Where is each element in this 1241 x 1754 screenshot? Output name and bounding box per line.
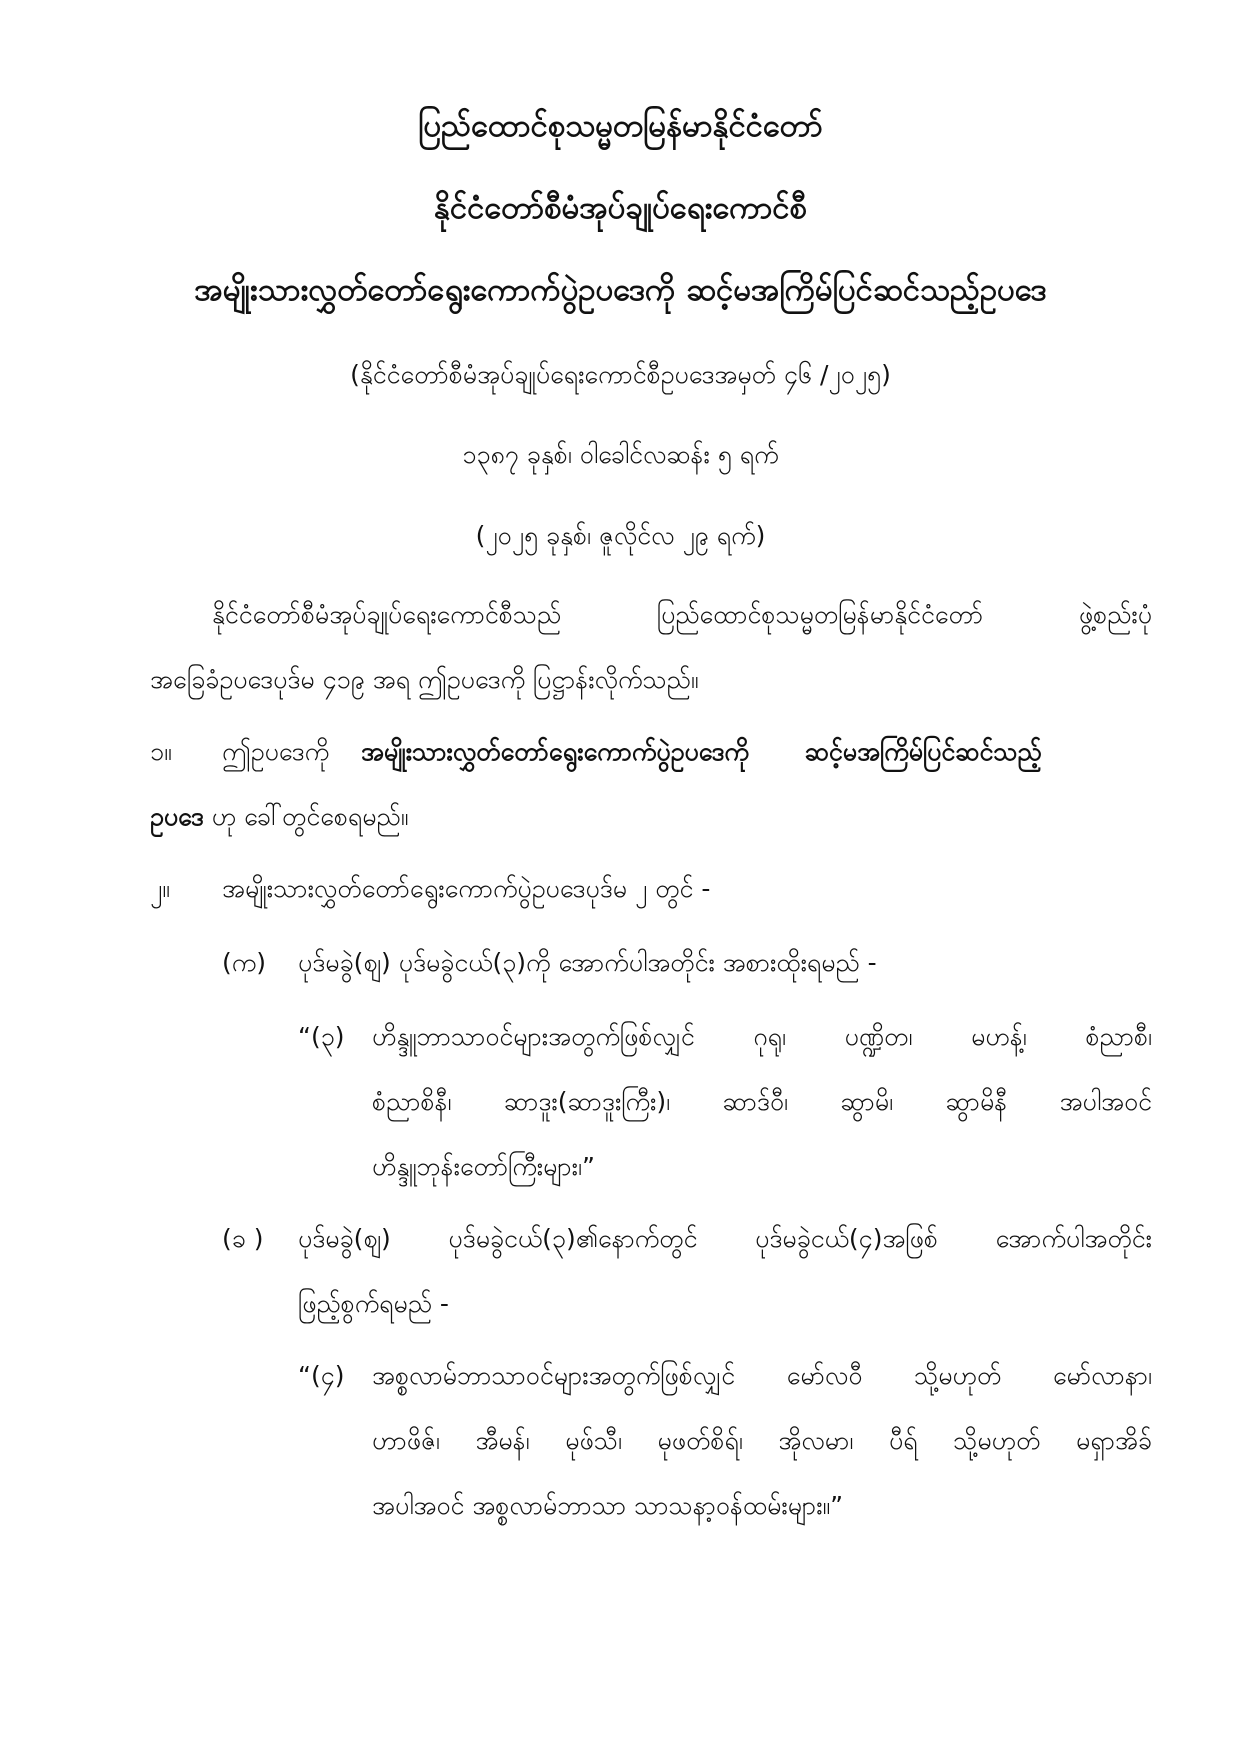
section-1-line-2 bbox=[150, 802, 408, 832]
section-1-number: ၁။ bbox=[150, 737, 172, 766]
country-title: ပြည်ထောင်စုသမ္မတမြန်မာနိုင်ငံတော် bbox=[418, 108, 823, 144]
preamble-line-1: နိုင်ငံတော်စီမံအုပ်ချုပ်ရေးကောင်စီသည် ပြည်ထောင်စုသမ္မတမြန်မာနိုင်ငံတော် ဖွဲ့စည်းပုံ bbox=[212, 600, 1152, 629]
section-1-outro: ဟု ခေါ်တွင်စေရမည်။ bbox=[203, 802, 409, 831]
item-a-text: ပုဒ်မခွဲ(ဈ) ပုဒ်မခွဲငယ်(၃)ကို အောက်ပါအတိုင်း အစားထိုးရမည် - bbox=[298, 948, 877, 977]
gregorian-date: (၂၀၂၅ ခုနှစ်၊ ဇူလိုင်လ ၂၉ ရက်) bbox=[475, 521, 766, 550]
council-title: နိုင်ငံတော်စီမံအုပ်ချုပ်ရေးကောင်စီ bbox=[434, 190, 807, 226]
item-b-label: (ခ ) bbox=[222, 1224, 264, 1253]
item-b-text-line-2: ဖြည့်စွက်ရမည် - bbox=[298, 1289, 449, 1318]
item-b-quote-label: “(၄) bbox=[298, 1361, 345, 1390]
section-1-intro: ဤဥပဒေကို bbox=[222, 737, 330, 766]
item-b-text-line-1: ပုဒ်မခွဲ(ဈ) ပုဒ်မခွဲငယ်(၃)၏နောက်တွင် ပုဒ်မခွဲငယ်(၄)အဖြစ် အောက်ပါအတိုင်း bbox=[298, 1224, 1152, 1253]
section-1-line-1 bbox=[222, 737, 1152, 767]
item-a-quote-line-3: ဟိန္ဒူဘုန်းတော်ကြီးများ၊” bbox=[372, 1152, 595, 1181]
myanmar-date: ၁၃၈၇ ခုနှစ်၊ ဝါခေါင်လဆန်း ၅ ရက် bbox=[462, 440, 779, 469]
law-number: (နိုင်ငံတော်စီမံအုပ်ချုပ်ရေးကောင်စီဥပဒေအမှတ် ၄၆ /၂၀၂၅) bbox=[350, 360, 891, 389]
section-1-title-part-b: ဆင့်မအကြိမ်ပြင်ဆင်သည့် bbox=[804, 737, 1042, 766]
item-a-label: (က) bbox=[222, 948, 266, 977]
item-b-quote-line-1: အစ္စလာမ်ဘာသာဝင်များအတွက်ဖြစ်လျှင် မော်လဝီ သို့မဟုတ် မော်လာနာ၊ bbox=[372, 1361, 1152, 1390]
preamble-line-2: အခြေခံဥပဒေပုဒ်မ ၄၁၉ အရ ဤဥပဒေကို ပြဋ္ဌာန်းလိုက်သည်။ bbox=[150, 665, 699, 694]
section-1-title-part-c: ဥပဒေ bbox=[150, 802, 204, 831]
item-a-quote-line-2: စံညာစိနီ၊ ဆာဒူး(ဆာဒူးကြီး)၊ ဆာဒ်ဝီ၊ ဆွာမိ၊ ဆွာမိနီ အပါအဝင် bbox=[372, 1087, 1152, 1116]
section-1-title-part-a: အမျိုးသားလွှတ်တော်ရွေးကောက်ပွဲဥပဒေကို bbox=[360, 737, 749, 766]
item-a-quote-label: “(၃) bbox=[298, 1022, 345, 1051]
section-2-text: အမျိုးသားလွှတ်တော်ရွေးကောက်ပွဲဥပဒေပုဒ်မ ၂ တွင် - bbox=[222, 874, 711, 903]
law-title: အမျိုးသားလွှတ်တော်ရွေးကောက်ပွဲဥပဒေကို ဆင့်မအကြိမ်ပြင်ဆင်သည့်ဥပဒေ bbox=[194, 272, 1047, 308]
item-b-quote-line-2: ဟာဖိဇ်၊ အီမန်၊ မုဖ်သီ၊ မုဖတ်စိရ်၊ အိုလမာ၊ ပီရ် သို့မဟုတ် မရှာအိခ် bbox=[372, 1426, 1152, 1455]
item-a-quote-line-1: ဟိန္ဒူဘာသာဝင်များအတွက်ဖြစ်လျှင် ဂုရု၊ ပဏ္ဍိတ၊ မဟန့်၊ စံညာစီ၊ bbox=[372, 1022, 1152, 1051]
section-2-number: ၂။ bbox=[150, 874, 170, 903]
item-b-quote-line-3: အပါအဝင် အစ္စလာမ်ဘာသာ သာသနာ့ဝန်ထမ်းများ။” bbox=[372, 1491, 844, 1520]
